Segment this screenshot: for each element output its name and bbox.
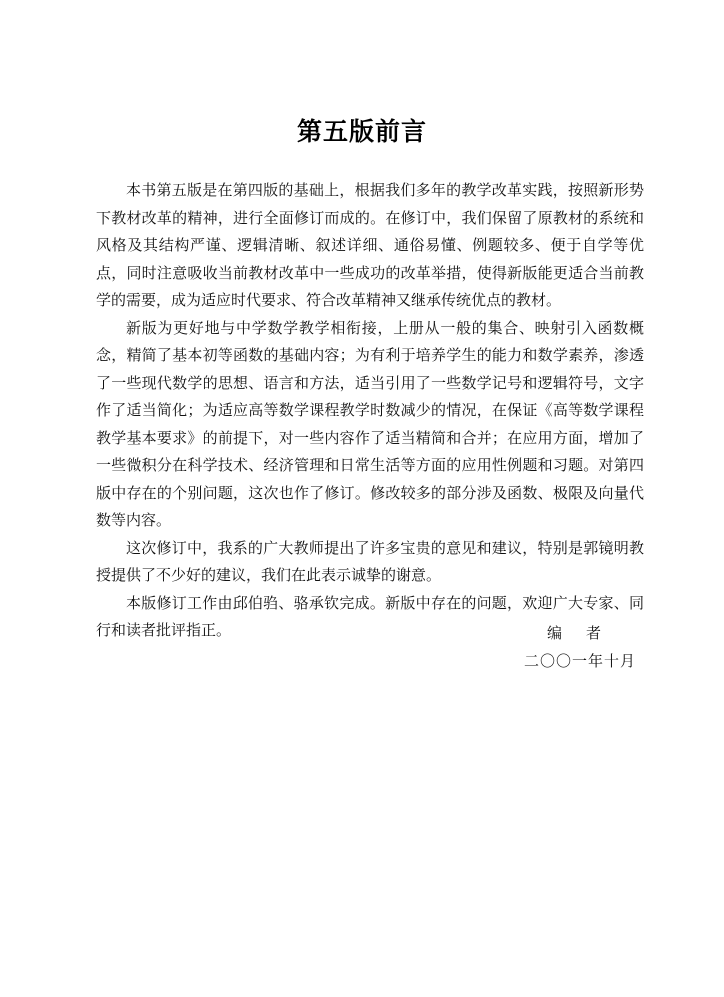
preface-body: [96, 177, 644, 645]
paragraph-2: 新版为更好地与中学数学教学相衔接，上册从一般的集合、映射引入函数概念，精简了基本初等函数的基础内容；为有利于培养学生的能力和数学素养，渗透了一些现代数学的思想、语言和方法，适当引用了一些数学记号和逻辑符号，文字作了适当简化；为适应高等数学课程教学时数减少的情况，在保证《高等数学课程教学基本要求》的前提下，对一些内容作了适当精简和合并；在应用方面，增加了一些微积分在科学技术、经济管理和日常生活等方面的应用性例题和习题。对第四版中存在的个别问题，这次也作了修订。修改较多的部分涉及函数、极限及向量代数等内容。: [96, 318, 644, 529]
paragraph-3: 这次修订中，我系的广大教师提出了许多宝贵的意见和建议，特别是郭镜明教授提供了不少好的建议，我们在此表示诚挚的谢意。: [96, 538, 644, 584]
paragraph-1: 本书第五版是在第四版的基础上，根据我们多年的教学改革实践，按照新形势下教材改革的精神，进行全面修订而成的。在修订中，我们保留了原教材的系统和风格及其结构严谨、逻辑清晰、叙述详细、通俗易懂、例题较多、便于自学等优点，同时注意吸收当前教材改革中一些成功的改革举措，使得新版能更适合当前教学的需要，成为适应时代要求、符合改革精神又继承传统优点的教材。: [96, 181, 644, 309]
page-title: 第五版前言: [296, 117, 427, 146]
paragraph-4: 本版修订工作由邱伯驺、骆承钦完成。新版中存在的问题，欢迎广大专家、同行和读者批评指正。: [96, 593, 644, 639]
signature-author: 编者: [546, 624, 625, 642]
signature-block: [500, 620, 660, 675]
signature-date: 二〇〇一年十月: [523, 651, 636, 670]
